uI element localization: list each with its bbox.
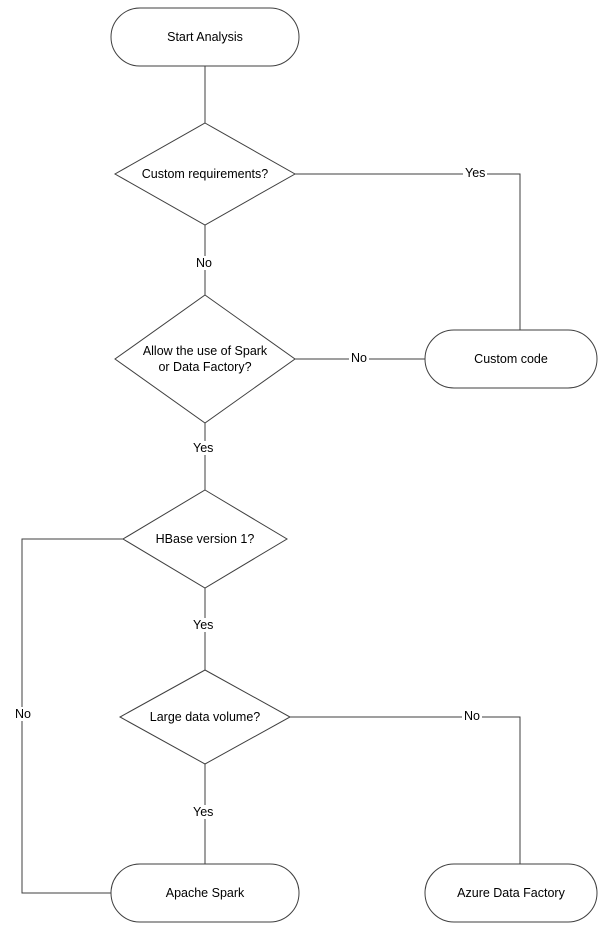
node-label-allow-spark: Allow the use of Spark or Data Factory?	[142, 344, 268, 374]
shape-custom-code	[425, 330, 597, 388]
edge-hbase-no	[22, 539, 123, 893]
edge-label-allow-spark-no: No	[351, 351, 367, 365]
shape-allow-spark	[115, 295, 295, 423]
node-label-start: Start Analysis	[167, 30, 243, 44]
shape-azure-data-factory	[425, 864, 597, 922]
node-label-hbase-version: HBase version 1?	[155, 532, 255, 546]
edge-label-hbase-no: No	[15, 707, 31, 721]
edge-label-custom-requirements-no: No	[196, 256, 212, 270]
edge-label-allow-spark-yes: Yes	[193, 441, 214, 455]
node-label-azure-data-factory: Azure Data Factory	[457, 886, 565, 900]
node-label-custom-requirements: Custom requirements?	[141, 167, 269, 181]
shape-apache-spark	[111, 864, 299, 922]
shape-large-data	[120, 670, 290, 764]
shape-custom-requirements	[115, 123, 295, 225]
edge-label-large-data-yes: Yes	[193, 805, 214, 819]
edge-label-large-data-no: No	[464, 709, 480, 723]
edge-custom-requirements-yes	[295, 174, 520, 330]
edge-label-custom-requirements-yes: Yes	[465, 166, 486, 180]
node-label-large-data: Large data volume?	[149, 710, 261, 724]
node-label-apache-spark: Apache Spark	[165, 886, 245, 900]
edge-label-hbase-yes: Yes	[193, 618, 214, 632]
shape-start	[111, 8, 299, 66]
edge-large-data-no	[290, 717, 520, 864]
node-label-custom-code: Custom code	[474, 352, 548, 366]
shape-hbase-version	[123, 490, 287, 588]
